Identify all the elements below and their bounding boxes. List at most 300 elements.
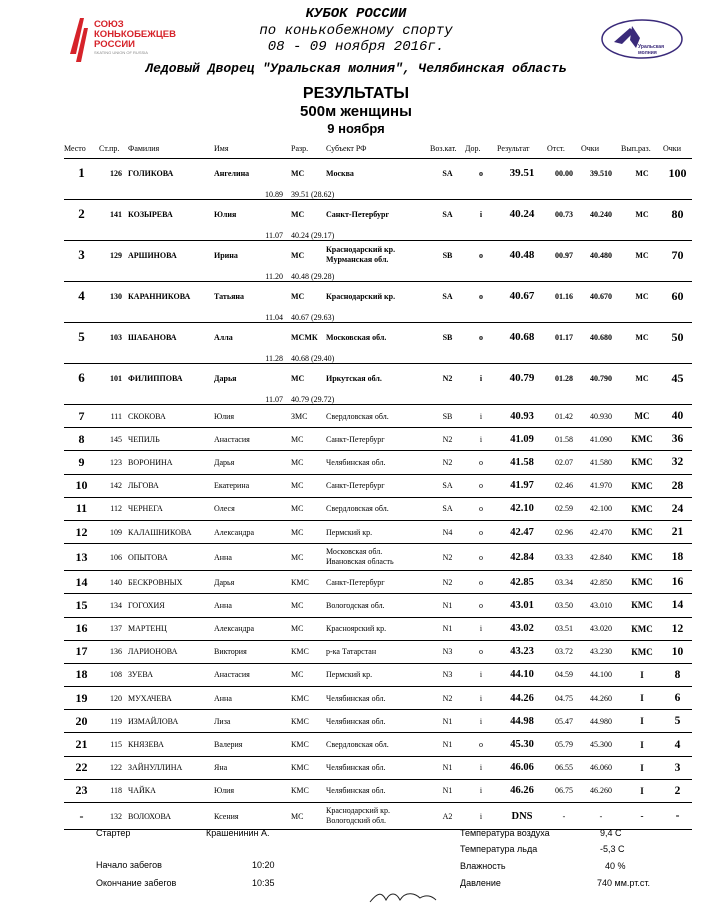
split-spacer bbox=[64, 187, 214, 200]
cell-place: 11 bbox=[64, 497, 99, 520]
col-score: Очки bbox=[581, 143, 599, 153]
cell-lane: o bbox=[465, 451, 497, 474]
cell-score: 42.840 bbox=[581, 544, 621, 571]
split-100m: 11.07 bbox=[265, 395, 283, 404]
cell-result: 44.98 bbox=[497, 710, 547, 733]
cell-region: Челябинская обл. bbox=[326, 687, 430, 710]
cell-cat: N1 bbox=[430, 756, 465, 779]
cell-no: 111 bbox=[99, 405, 128, 428]
cell-rank: МС bbox=[291, 544, 326, 571]
cell-cat: N2 bbox=[430, 364, 465, 393]
cell-region: Краснодарский кр. bbox=[326, 282, 430, 311]
cell-surname: ВОЛОХОВА bbox=[128, 803, 214, 830]
cell-gap: 02.46 bbox=[547, 474, 581, 497]
cell-cat: SA bbox=[430, 474, 465, 497]
split-100m: 11.28 bbox=[265, 354, 283, 363]
sport-line: по конькобежному спорту bbox=[259, 23, 453, 39]
cell-pts: 8 bbox=[663, 663, 692, 686]
cell-region: Челябинская обл. bbox=[326, 451, 430, 474]
air-temp-value: 9,4 С bbox=[600, 828, 622, 838]
cell-no: 145 bbox=[99, 428, 128, 451]
cell-rank: КМС bbox=[291, 687, 326, 710]
cell-no: 129 bbox=[99, 241, 128, 270]
cell-place: 14 bbox=[64, 571, 99, 594]
split-spacer bbox=[430, 228, 692, 241]
table-row bbox=[64, 544, 692, 571]
cell-cat: N2 bbox=[430, 571, 465, 594]
cell-no: 108 bbox=[99, 663, 128, 686]
cell-rank: МС bbox=[291, 617, 326, 640]
cell-result: 40.48 bbox=[497, 241, 547, 270]
cell-region-line2: Мурманская обл. bbox=[326, 255, 389, 264]
cell-region bbox=[326, 241, 430, 270]
cell-surname: ОПЫТОВА bbox=[128, 544, 214, 571]
cell-surname: ЗАЙНУЛЛИНА bbox=[128, 756, 214, 779]
cell-lvl: I bbox=[621, 663, 663, 686]
cell-score: 44.100 bbox=[581, 663, 621, 686]
split-spacer bbox=[430, 351, 692, 364]
table-header bbox=[64, 138, 692, 159]
cell-lvl: МС bbox=[621, 200, 663, 229]
cell-gap: 01.16 bbox=[547, 282, 581, 311]
cell-place: 17 bbox=[64, 640, 99, 663]
cell-score: 44.980 bbox=[581, 710, 621, 733]
split-100m: 10.89 bbox=[265, 190, 283, 199]
cell-score: 43.230 bbox=[581, 640, 621, 663]
cell-result: 42.47 bbox=[497, 520, 547, 543]
cell-gap: 05.79 bbox=[547, 733, 581, 756]
cell-result: 41.58 bbox=[497, 451, 547, 474]
cell-cat: SA bbox=[430, 159, 465, 188]
split-spacer bbox=[64, 228, 214, 241]
cell-region: Санкт-Петербург bbox=[326, 474, 430, 497]
cell-surname: ЧЕПИЛЬ bbox=[128, 428, 214, 451]
cell-result: 46.26 bbox=[497, 779, 547, 802]
table-row bbox=[64, 451, 692, 474]
venue-line: Ледовый Дворец "Уральская молния", Челябинская область bbox=[145, 61, 567, 76]
cell-result: 45.30 bbox=[497, 733, 547, 756]
cell-region bbox=[326, 544, 430, 571]
cell-lvl: КМС bbox=[621, 428, 663, 451]
cell-place: 13 bbox=[64, 544, 99, 571]
col-achieved: Вып.раз. bbox=[621, 143, 651, 153]
cell-name: Екатерина bbox=[214, 474, 291, 497]
cell-rank: МС bbox=[291, 497, 326, 520]
split-full: 40.68 (29.40) bbox=[291, 354, 335, 363]
air-temp-label: Температура воздуха bbox=[460, 828, 550, 838]
signature-icon bbox=[368, 888, 438, 903]
cell-result: 44.26 bbox=[497, 687, 547, 710]
cell-surname: АРШИНОВА bbox=[128, 241, 214, 270]
cell-place: 6 bbox=[64, 364, 99, 393]
cell-name: Александра bbox=[214, 520, 291, 543]
cell-result: 42.84 bbox=[497, 544, 547, 571]
cell-name: Анастасия bbox=[214, 428, 291, 451]
cell-lvl: - bbox=[621, 803, 663, 830]
cell-region bbox=[326, 803, 430, 830]
cell-cat: N1 bbox=[430, 617, 465, 640]
cell-rank: МС bbox=[291, 451, 326, 474]
cell-region: Свердловская обл. bbox=[326, 733, 430, 756]
cell-no: 134 bbox=[99, 594, 128, 617]
cell-no: 140 bbox=[99, 571, 128, 594]
col-gap: Отст. bbox=[547, 143, 565, 153]
cell-name: Анна bbox=[214, 544, 291, 571]
col-place: Место bbox=[64, 143, 86, 153]
cell-pts: - bbox=[663, 803, 692, 830]
cell-pts: 70 bbox=[663, 241, 692, 270]
cell-name: Юлия bbox=[214, 779, 291, 802]
table-row bbox=[64, 663, 692, 686]
cell-rank: КМС bbox=[291, 779, 326, 802]
cell-no: 122 bbox=[99, 756, 128, 779]
cell-cat: N2 bbox=[430, 687, 465, 710]
cell-lvl: КМС bbox=[621, 520, 663, 543]
cell-place: 2 bbox=[64, 200, 99, 229]
cell-pts: 2 bbox=[663, 779, 692, 802]
cell-surname: ЛАРИОНОВА bbox=[128, 640, 214, 663]
cell-lvl: КМС bbox=[621, 594, 663, 617]
cell-surname: МАРТЕНЦ bbox=[128, 617, 214, 640]
col-name: Имя bbox=[214, 143, 229, 153]
split-spacer bbox=[64, 310, 214, 323]
start-time-value: 10:20 bbox=[252, 860, 275, 870]
table-row bbox=[64, 323, 692, 352]
cell-rank: МСМК bbox=[291, 323, 326, 352]
cell-rank: КМС bbox=[291, 640, 326, 663]
cell-surname: ВОРОНИНА bbox=[128, 451, 214, 474]
cell-result: 42.10 bbox=[497, 497, 547, 520]
col-surname: Фамилия bbox=[128, 143, 160, 153]
cell-score: 45.300 bbox=[581, 733, 621, 756]
split-full: 40.67 (29.63) bbox=[291, 313, 335, 322]
cell-lane: i bbox=[465, 200, 497, 229]
cell-gap: 03.34 bbox=[547, 571, 581, 594]
cell-gap: 00.00 bbox=[547, 159, 581, 188]
cell-gap: 01.28 bbox=[547, 364, 581, 393]
cell-place: 4 bbox=[64, 282, 99, 311]
cell-result: 44.10 bbox=[497, 663, 547, 686]
dates-line: 08 - 09 ноября 2016г. bbox=[267, 39, 445, 55]
cell-pts: 32 bbox=[663, 451, 692, 474]
ice-temp-label: Температура льда bbox=[460, 844, 538, 854]
cell-score: - bbox=[581, 803, 621, 830]
table-row bbox=[64, 756, 692, 779]
cell-surname: КНЯЗЕВА bbox=[128, 733, 214, 756]
cell-pts: 4 bbox=[663, 733, 692, 756]
cell-gap: 01.17 bbox=[547, 323, 581, 352]
cell-place: 10 bbox=[64, 474, 99, 497]
split-row bbox=[64, 310, 692, 323]
table-row bbox=[64, 520, 692, 543]
cell-lvl: I bbox=[621, 710, 663, 733]
cell-rank: ЗМС bbox=[291, 405, 326, 428]
cell-no: 118 bbox=[99, 779, 128, 802]
cell-no: 142 bbox=[99, 474, 128, 497]
cell-name: Лиза bbox=[214, 710, 291, 733]
cell-place: 21 bbox=[64, 733, 99, 756]
cell-name: Анна bbox=[214, 594, 291, 617]
cell-score: 46.260 bbox=[581, 779, 621, 802]
cell-lane: o bbox=[465, 282, 497, 311]
cell-no: 119 bbox=[99, 710, 128, 733]
cell-place: 23 bbox=[64, 779, 99, 802]
cell-no: 120 bbox=[99, 687, 128, 710]
cell-result: 42.85 bbox=[497, 571, 547, 594]
cell-lane: i bbox=[465, 710, 497, 733]
cell-cat: N2 bbox=[430, 451, 465, 474]
cell-no: 115 bbox=[99, 733, 128, 756]
results-title: РЕЗУЛЬТАТЫ bbox=[302, 85, 410, 102]
cell-region: Москва bbox=[326, 159, 430, 188]
split-spacer bbox=[430, 310, 692, 323]
cell-gap: 01.42 bbox=[547, 405, 581, 428]
pressure-value: 740 мм.рт.ст. bbox=[597, 878, 650, 888]
cell-region-line1: Московская обл. bbox=[326, 547, 383, 557]
cell-place: 22 bbox=[64, 756, 99, 779]
cell-region: Челябинская обл. bbox=[326, 710, 430, 733]
cell-no: 101 bbox=[99, 364, 128, 393]
cell-pts: 5 bbox=[663, 710, 692, 733]
cell-rank: МС bbox=[291, 159, 326, 188]
cell-cat: N1 bbox=[430, 733, 465, 756]
cell-name: Анна bbox=[214, 687, 291, 710]
cell-result: 43.23 bbox=[497, 640, 547, 663]
cell-pts: 100 bbox=[663, 159, 692, 188]
cell-lane: i bbox=[465, 779, 497, 802]
cell-lane: i bbox=[465, 663, 497, 686]
cell-rank: КМС bbox=[291, 756, 326, 779]
cell-score: 42.100 bbox=[581, 497, 621, 520]
cell-score: 41.090 bbox=[581, 428, 621, 451]
cell-place: 7 bbox=[64, 405, 99, 428]
split-full: 39.51 (28.62) bbox=[291, 190, 335, 199]
cell-name: Яна bbox=[214, 756, 291, 779]
split-spacer bbox=[430, 269, 692, 282]
cell-region: Красноярский кр. bbox=[326, 617, 430, 640]
table-row bbox=[64, 640, 692, 663]
cell-gap: 06.55 bbox=[547, 756, 581, 779]
split-100m: 11.07 bbox=[265, 231, 283, 240]
event-title: 500м женщины bbox=[300, 103, 412, 120]
cell-region: Челябинская обл. bbox=[326, 756, 430, 779]
cell-lane: i bbox=[465, 428, 497, 451]
cell-region: Санкт-Петербург bbox=[326, 428, 430, 451]
table-row bbox=[64, 571, 692, 594]
cell-result: 41.97 bbox=[497, 474, 547, 497]
pressure-label: Давление bbox=[460, 878, 501, 888]
cell-lvl: МС bbox=[621, 241, 663, 270]
cell-rank: КМС bbox=[291, 733, 326, 756]
split-100m: 11.04 bbox=[265, 313, 283, 322]
cell-lane: o bbox=[465, 474, 497, 497]
cell-pts: 10 bbox=[663, 640, 692, 663]
cell-lvl: КМС bbox=[621, 474, 663, 497]
table-row bbox=[64, 159, 692, 188]
cell-surname: ЧЕРНЕГА bbox=[128, 497, 214, 520]
cell-pts: 16 bbox=[663, 571, 692, 594]
cell-pts: 28 bbox=[663, 474, 692, 497]
cell-gap: 03.51 bbox=[547, 617, 581, 640]
cell-surname: КАЛАШНИКОВА bbox=[128, 520, 214, 543]
cell-result: DNS bbox=[497, 803, 547, 830]
col-age-cat: Воз.кат. bbox=[430, 143, 457, 153]
cell-name: Юлия bbox=[214, 200, 291, 229]
cell-score: 40.790 bbox=[581, 364, 621, 393]
end-time-value: 10:35 bbox=[252, 878, 275, 888]
cell-surname: ЗУЕВА bbox=[128, 663, 214, 686]
cell-pts: 36 bbox=[663, 428, 692, 451]
cup-title: КУБОК РОССИИ bbox=[305, 6, 407, 22]
cell-name: Алла bbox=[214, 323, 291, 352]
cell-lane: i bbox=[465, 364, 497, 393]
cell-region: Иркутская обл. bbox=[326, 364, 430, 393]
cell-region-line2: Вологодский обл. bbox=[326, 816, 387, 825]
split-full: 40.79 (29.72) bbox=[291, 395, 335, 404]
cell-place: - bbox=[64, 803, 99, 830]
col-points: Очки bbox=[663, 143, 681, 153]
cell-result: 40.68 bbox=[497, 323, 547, 352]
split-row bbox=[64, 351, 692, 364]
cell-surname: ШАБАНОВА bbox=[128, 323, 214, 352]
cell-lane: o bbox=[465, 241, 497, 270]
cell-region-line1: Краснодарский кр. bbox=[326, 806, 390, 815]
split-row bbox=[64, 392, 692, 405]
cell-place: 3 bbox=[64, 241, 99, 270]
split-spacer bbox=[64, 392, 214, 405]
cell-lvl: КМС bbox=[621, 640, 663, 663]
starter-value: Крашенинин А. bbox=[206, 828, 270, 838]
cell-no: 109 bbox=[99, 520, 128, 543]
cell-lvl: КМС bbox=[621, 571, 663, 594]
cell-gap: 02.59 bbox=[547, 497, 581, 520]
cell-score: 43.020 bbox=[581, 617, 621, 640]
cell-surname: ГОЛИКОВА bbox=[128, 159, 214, 188]
table-row bbox=[64, 710, 692, 733]
union-logo-line3: РОССИИ bbox=[94, 39, 135, 50]
cell-pts: 45 bbox=[663, 364, 692, 393]
cell-lane: o bbox=[465, 497, 497, 520]
cell-gap: 03.33 bbox=[547, 544, 581, 571]
cell-cat: SB bbox=[430, 241, 465, 270]
cell-lvl: КМС bbox=[621, 451, 663, 474]
cell-place: 9 bbox=[64, 451, 99, 474]
cell-gap: 02.96 bbox=[547, 520, 581, 543]
cell-region: Санкт-Петербург bbox=[326, 571, 430, 594]
end-time-label: Окончание забегов bbox=[96, 878, 177, 888]
cell-result: 40.79 bbox=[497, 364, 547, 393]
cell-gap: - bbox=[547, 803, 581, 830]
cell-gap: 03.50 bbox=[547, 594, 581, 617]
cell-result: 43.01 bbox=[497, 594, 547, 617]
cell-score: 46.060 bbox=[581, 756, 621, 779]
ice-temp-value: -5,3 С bbox=[600, 844, 625, 854]
results-table bbox=[64, 138, 692, 830]
cell-rank: МС bbox=[291, 663, 326, 686]
cell-gap: 00.97 bbox=[547, 241, 581, 270]
cell-name: Ирина bbox=[214, 241, 291, 270]
cell-no: 136 bbox=[99, 640, 128, 663]
cell-rank: КМС bbox=[291, 710, 326, 733]
cell-score: 40.680 bbox=[581, 323, 621, 352]
venue-logo-text: Уральская молния bbox=[638, 44, 664, 56]
cell-cat: A2 bbox=[430, 803, 465, 830]
cell-pts: 80 bbox=[663, 200, 692, 229]
table-row bbox=[64, 617, 692, 640]
cell-rank: МС bbox=[291, 803, 326, 830]
table-row bbox=[64, 594, 692, 617]
event-day: 9 ноября bbox=[327, 121, 385, 136]
cell-result: 40.93 bbox=[497, 405, 547, 428]
cell-region-line2: Ивановская область bbox=[326, 557, 394, 567]
cell-gap: 02.07 bbox=[547, 451, 581, 474]
cell-no: 132 bbox=[99, 803, 128, 830]
cell-lvl: КМС bbox=[621, 497, 663, 520]
cell-score: 41.580 bbox=[581, 451, 621, 474]
cell-region: Пермский кр. bbox=[326, 663, 430, 686]
cell-cat: SA bbox=[430, 200, 465, 229]
table-row bbox=[64, 364, 692, 393]
cell-gap: 04.59 bbox=[547, 663, 581, 686]
split-100m: 11.20 bbox=[265, 272, 283, 281]
cell-place: 20 bbox=[64, 710, 99, 733]
cell-score: 43.010 bbox=[581, 594, 621, 617]
table-row bbox=[64, 241, 692, 270]
union-logo-line2: КОНЬКОБЕЖЦЕВ bbox=[94, 29, 176, 40]
cell-rank: МС bbox=[291, 241, 326, 270]
table-row bbox=[64, 779, 692, 802]
cell-lvl: КМС bbox=[621, 544, 663, 571]
cell-lvl: I bbox=[621, 756, 663, 779]
cell-gap: 00.73 bbox=[547, 200, 581, 229]
cell-score: 41.970 bbox=[581, 474, 621, 497]
cell-pts: 40 bbox=[663, 405, 692, 428]
cell-region: Санкт-Петербург bbox=[326, 200, 430, 229]
col-region: Субъект РФ bbox=[326, 143, 367, 153]
cell-region: Вологодская обл. bbox=[326, 594, 430, 617]
cell-cat: N3 bbox=[430, 640, 465, 663]
cell-score: 42.470 bbox=[581, 520, 621, 543]
cell-no: 112 bbox=[99, 497, 128, 520]
cell-score: 39.510 bbox=[581, 159, 621, 188]
table-row bbox=[64, 733, 692, 756]
cell-no: 103 bbox=[99, 323, 128, 352]
cell-cat: N2 bbox=[430, 428, 465, 451]
starter-label: Стартер bbox=[96, 828, 131, 838]
cell-cat: N4 bbox=[430, 520, 465, 543]
cell-lane: i bbox=[465, 756, 497, 779]
cell-cat: N2 bbox=[430, 544, 465, 571]
cell-name: Анастасия bbox=[214, 663, 291, 686]
split-row bbox=[64, 269, 692, 282]
cell-gap: 05.47 bbox=[547, 710, 581, 733]
cell-result: 43.02 bbox=[497, 617, 547, 640]
cell-lane: o bbox=[465, 594, 497, 617]
cell-surname: КАРАННИКОВА bbox=[128, 282, 214, 311]
cell-lane: o bbox=[465, 571, 497, 594]
col-result: Результат bbox=[497, 143, 530, 153]
cell-cat: N1 bbox=[430, 594, 465, 617]
table-row bbox=[64, 803, 692, 830]
cell-name: Александра bbox=[214, 617, 291, 640]
table-row bbox=[64, 497, 692, 520]
cell-lvl: МС bbox=[621, 364, 663, 393]
table-row bbox=[64, 282, 692, 311]
split-row bbox=[64, 187, 692, 200]
table-row bbox=[64, 405, 692, 428]
cell-lane: i bbox=[465, 687, 497, 710]
cell-region: Свердловская обл. bbox=[326, 405, 430, 428]
